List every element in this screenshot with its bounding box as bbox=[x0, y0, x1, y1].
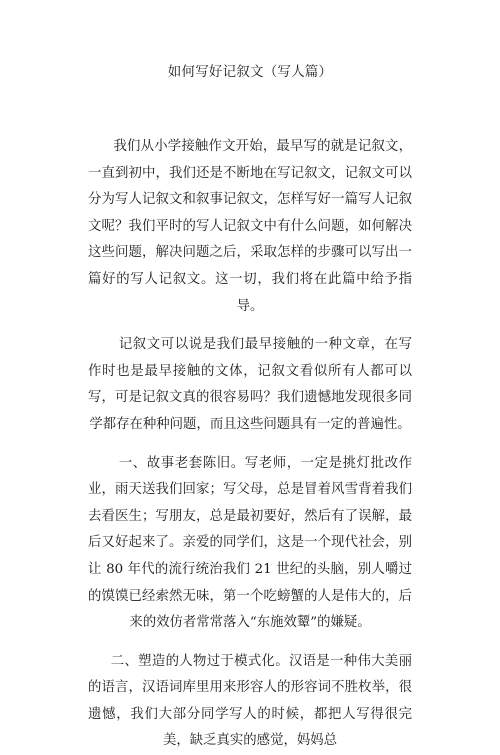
paragraph-overview: 记叙文可以说是我们最早接触的一种文章，在写作时也是最早接触的文体，记叙文看似所有人都可以写，可是记叙文真的很容易吗？我们遗憾地发现很多同学都存在种种问题，而且这些问题具有一定的普遍性。 bbox=[88, 337, 412, 432]
document-title: 如何写好记叙文（写人篇） bbox=[167, 64, 333, 80]
paragraph-problem-one: 一、故事老套陈旧。写老师，一定是挑灯批改作业，雨天送我们回家；写父母，总是冒着风雪背着我们去看医生；写朋友，总是最初要好，然后有了误解，最后又好起来了。亲爱的同学们，这是一个现代社会，别让 80 年代的流行统治我们 21 世纪的头脑，别人嚼过的馍馍已经索然无味，第一个吃螃蟹的人是伟大的，后来的效仿者常常落入“东施效颦”的嫌疑。 bbox=[88, 455, 412, 631]
paragraph-problem-two: 二、塑造的人物过于模式化。汉语是一种伟大美丽的语言，汉语词库里用来形容人的形容词不胜枚举，很遗憾，我们大部分同学写人的时候，都把人写得很完美，缺乏真实的感觉，妈妈总 bbox=[88, 653, 412, 749]
paragraph-intro: 我们从小学接触作文开始，最早写的就是记叙文，一直到初中，我们还是不断地在写记叙文，记叙文可以分为写人记叙文和叙事记叙文，怎样写好一篇写人记叙文呢？我们平时的写人记叙文中有什么问题，如何解决这些问题，解决问题之后，采取怎样的步骤可以写出一篇好的写人记叙文。这一切，我们将在此篇中给予指导。 bbox=[88, 139, 412, 314]
